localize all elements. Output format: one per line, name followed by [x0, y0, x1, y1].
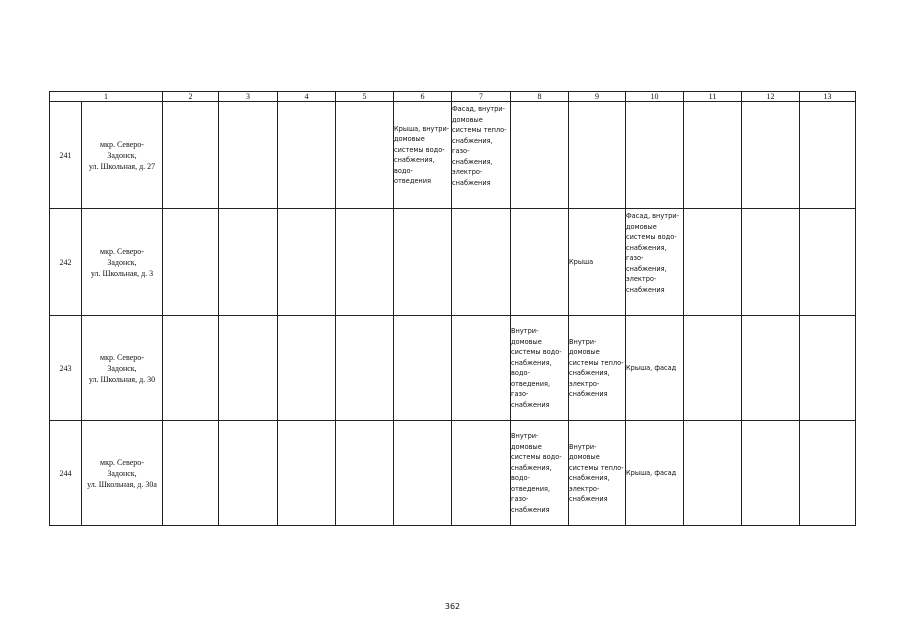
table-cell — [336, 316, 394, 421]
table-cell — [336, 209, 394, 316]
col-header: 3 — [219, 92, 278, 102]
col-header: 7 — [452, 92, 511, 102]
table-cell — [800, 316, 856, 421]
table-cell — [278, 209, 336, 316]
table-cell: Внутри- домовые системы водо- снабжения, водо- отведения, газо- снабжения — [511, 316, 569, 421]
table-cell — [219, 102, 278, 209]
table-row — [50, 421, 856, 526]
table-cell — [336, 102, 394, 209]
address-cell — [82, 209, 163, 316]
col-header: 2 — [163, 92, 219, 102]
table-header-row — [50, 92, 856, 102]
table-cell: Крыша, фасад — [626, 421, 684, 526]
table-cell — [511, 209, 569, 316]
table-cell — [742, 421, 800, 526]
table-cell: Внутри- домовые системы тепло- снабжения, электро- снабжения — [569, 316, 626, 421]
col-header: 5 — [336, 92, 394, 102]
table-cell: Крыша, фасад — [626, 316, 684, 421]
col-header: 8 — [511, 92, 569, 102]
address-cell — [82, 102, 163, 209]
col-header: 6 — [394, 92, 452, 102]
col-header: 9 — [569, 92, 626, 102]
address-text: мкр. Северо- Задонск, ул. Школьная, д. 30 — [88, 352, 156, 384]
row-number: 244 — [50, 421, 82, 526]
page-number: 362 — [444, 602, 461, 611]
address-cell — [82, 316, 163, 421]
schedule-table — [49, 91, 856, 526]
address-text: мкр. Северо- Задонск, ул. Школьная, д. 30а — [87, 457, 157, 489]
row-number: 241 — [50, 102, 82, 209]
table-cell: Крыша, внутри- домовые системы водо- снабжения, водо- отведения — [394, 102, 452, 209]
table-cell: Фасад, внутри- домовые системы водо- снабжения, газо- снабжения, электро- снабжения — [626, 209, 684, 316]
address-text: мкр. Северо- Задонск, ул. Школьная, д. 27 — [88, 139, 156, 171]
table-cell — [452, 421, 511, 526]
col-header: 1 — [50, 92, 163, 102]
table-cell: Внутри- домовые системы тепло- снабжения, электро- снабжения — [569, 421, 626, 526]
table-row — [50, 316, 856, 421]
table-row — [50, 209, 856, 316]
table-cell — [742, 209, 800, 316]
table-cell — [336, 421, 394, 526]
table-cell — [569, 102, 626, 209]
table-cell — [452, 209, 511, 316]
table-cell — [684, 102, 742, 209]
table-cell: Внутри- домовые системы водо- снабжения, водо- отведения, газо- снабжения — [511, 421, 569, 526]
table-cell — [684, 316, 742, 421]
table-cell — [452, 316, 511, 421]
table-cell — [163, 102, 219, 209]
table-cell — [219, 209, 278, 316]
table-cell — [278, 421, 336, 526]
address-cell — [82, 421, 163, 526]
table-cell — [394, 421, 452, 526]
table-cell — [800, 421, 856, 526]
table-cell — [219, 421, 278, 526]
table-cell — [742, 102, 800, 209]
col-header: 12 — [742, 92, 800, 102]
table-cell — [163, 209, 219, 316]
table-cell — [511, 102, 569, 209]
address-text: мкр. Северо- Задонск, ул. Школьная, д. 3 — [90, 246, 154, 278]
row-number: 242 — [50, 209, 82, 316]
table-cell — [394, 209, 452, 316]
table-cell — [684, 209, 742, 316]
table-row — [50, 102, 856, 209]
table-cell — [742, 316, 800, 421]
table-cell — [163, 421, 219, 526]
table-cell — [219, 316, 278, 421]
table-cell: Крыша — [569, 209, 626, 316]
col-header: 4 — [278, 92, 336, 102]
table-cell: Фасад, внутри- домовые системы тепло- снабжения, газо- снабжения, электро- снабжения — [452, 102, 511, 209]
table-cell — [800, 209, 856, 316]
table-cell — [626, 102, 684, 209]
table-cell — [394, 316, 452, 421]
table-cell — [278, 102, 336, 209]
col-header: 11 — [684, 92, 742, 102]
col-header: 13 — [800, 92, 856, 102]
table-cell — [684, 421, 742, 526]
table-cell — [278, 316, 336, 421]
table-cell — [163, 316, 219, 421]
table-cell — [800, 102, 856, 209]
row-number: 243 — [50, 316, 82, 421]
col-header: 10 — [626, 92, 684, 102]
